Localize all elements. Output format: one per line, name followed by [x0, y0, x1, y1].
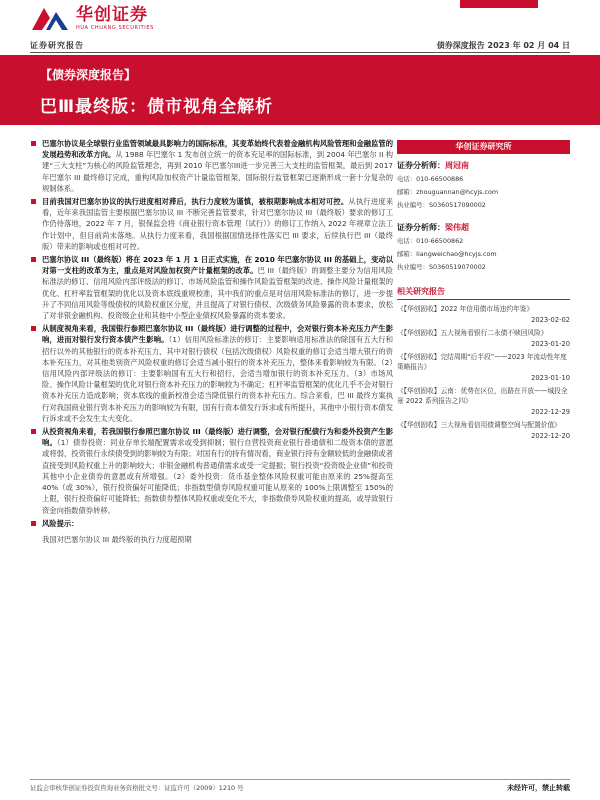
related-report-title[interactable]: 《【华创固收】2022 年信用债市场违约年鉴》: [397, 305, 534, 313]
related-reports-title: 相关研究报告: [397, 286, 570, 300]
related-report-date: 2023-01-20: [531, 340, 570, 348]
paragraph-lead: 从投资视角来看，若我国银行参照巴塞尔协议 III（最终版）进行调整，会对银行配债行为和委外投资产生影响。: [42, 427, 393, 448]
bullet-icon: [31, 199, 36, 204]
analyst-phone: 电话：010-66500886: [397, 175, 464, 183]
document-category: 证券研究报告: [30, 41, 84, 50]
report-type-date: 债券深度报告 2023 年 02 月 04 日: [436, 41, 570, 50]
related-report-item[interactable]: [397, 328, 570, 348]
analyst-card: [397, 160, 570, 210]
bullet-icon: [31, 141, 36, 146]
company-logo: [30, 4, 154, 32]
paragraph-lead: 巴塞尔协议是全球银行业监管领域最具影响力的国际标准，其变革始终代表着金融机构风险管理和金融监管的发展趋势和改革方向。: [42, 139, 393, 160]
header-divider: [30, 52, 570, 53]
summary-paragraph: [30, 138, 393, 194]
bullet-icon: [31, 326, 36, 331]
analyst-email[interactable]: 邮箱：zhouguannan@hcyjs.com: [397, 188, 499, 196]
related-report-date: 2022-12-20: [531, 432, 570, 440]
analyst-cert-number: 执业编号：S0360519070002: [397, 263, 486, 271]
paragraph-body: （1）债券投资：同业存单长端配置需求或受到抑制；银行自营投资商业银行普通债和二级资本债的意愿或将弱，投资银行永续债受到的影响较为有限；对国有行的持有情况看，商业银行持有金额较低的金融债或者直接受到风险权重上升的影响较大；非银金融机构普通债需求或受一定提振；银行投资“投资级企业债”和投资其他中小企业债券的意愿或有所增强。（2）委外投资：货币基金整体风险权重可能由原来的 25%提高至 40%（或 30%），银行投资偏好可能降低；非指数型债券风险权重可能从原来的 100%上限调整至 150%的上限，银行投资偏好可能降低；指数债券整体风险权重或变化不大，非指数债券风险权重的提高，或导致银行资金向指数债券转移。: [42, 438, 394, 515]
paragraph-lead: 从制度视角来看，我国银行参照巴塞尔协议 III（最终版）进行调整的过程中，会对银行资本补充压力产生影响，进而对银行发行资本债产生影响。: [42, 324, 393, 345]
summary-paragraph: [30, 254, 393, 321]
analyst-name: 梁伟超: [445, 223, 469, 232]
risk-label: 风险提示：: [42, 518, 79, 528]
paragraph-body: （1）信用风险标准法的修订：主要影响适用标准法的除国有五大行和招行以外的其他银行的资本补充压力，其中对银行债权（包括次级债权）风险权重的修订会适当增大银行的资本补充压力，对其他类别资产风险权重的修订会适当减小银行的资本补充压力，整体来看影响较为有限。（2）信用风险内部评级法的修订：主要影响国有五大行和招行，会适当增加银行的资本补充压力。（3）市场风险、操作风险计量框架的优化对银行资本补充压力的影响较为不确定；杠杆率监管框架的优化几乎不会对银行资本补充压力造成影响；资本底线的重新校准会适当降低银行的资本补充压力。综合来看，巴 III 最终方案执行对我国商业银行资本补充压力的影响较为有限，国有行资本债发行诉求或有所提升，其他中小银行资本债发行诉求或不会发生太大变化。: [42, 335, 394, 423]
paragraph-body: 巴 III（最终版）的调整主要分为信用风险标准法的修订、信用风险内部评级法的修订、市场风险监管和操作风险监管框架的改进、操作风险计量框架的优化、杠杆率监管框架的优化以及资本底线重规校准，其中我们的重点是对信用风险标准法的修订，进一步提升了不同信用风险等级债权的风险权重区分度，并且提高了对银行债权、次级债务风险暴露的资本要求，放松了对非银金融机构、投资级企业和其他中小型企业债权风险暴露的资本要求。: [42, 266, 393, 321]
paragraph-lead: 巴塞尔协议 III（最终版）将在 2023 年 1 月 1 日正式实施，在 2010 年巴塞尔协议 III 的基础上，变动以对第一支柱的改革为主，重点是对风险加权资产计量框架的改革。: [42, 255, 393, 276]
summary-paragraph: [30, 323, 393, 424]
analyst-role: 证券分析师：: [397, 223, 445, 232]
logo-mark-icon: [30, 4, 70, 32]
related-report-item[interactable]: [397, 420, 570, 440]
paragraph-body: 从执行进度来看，近年来我国监管主要根据巴塞尔协议 III 不断完善监管要求，针对巴塞尔协议 III（最终版）要求的修订工作仍待落地，2022 年 7 月，银保监会将《商业银行资本管理（试行）》的修订工作纳入 2022 年规章立法工作计划中，但目前尚未落地。从执行力度来看，我国根据国情选择性落实巴 III 要求，后续执行巴 III（最终版）带来的影响或也相对可控。: [42, 197, 393, 251]
title-banner: [0, 55, 600, 125]
report-title: 巴Ⅲ最终版：债市视角全解析: [40, 97, 274, 117]
logo-english-name: HUA CHUANG SECURITIES: [76, 25, 154, 31]
risk-text: 我国对巴塞尔协议 III 最终版的执行力度超预期: [42, 534, 192, 544]
sidebar-header: 华创证券研究所: [397, 140, 570, 154]
related-report-title[interactable]: 《【华创固收】完结周期“后半段”——2023 年流动性年度策略报告》: [397, 353, 567, 371]
analyst-name: 周冠南: [445, 161, 469, 170]
analyst-cert-number: 执业编号：S0360517090002: [397, 201, 486, 209]
related-report-date: 2023-02-02: [531, 316, 570, 324]
header-accent-tab: [460, 0, 538, 8]
related-report-item[interactable]: [397, 386, 570, 416]
related-report-date: 2023-01-10: [531, 374, 570, 382]
related-report-title[interactable]: 《【华创固收】三大视角看信用债调整空间与配置价值》: [397, 421, 561, 429]
footer-divider: [30, 779, 570, 780]
bullet-icon: [31, 521, 36, 526]
related-reports: [397, 286, 570, 440]
summary-body: [30, 138, 393, 545]
related-report-title[interactable]: 《【华创固收】云南：优势在区位，出路在开放——城投全景 2022 系列报告之四》: [397, 387, 568, 405]
analyst-phone: 电话：010-66500862: [397, 237, 464, 245]
related-report-date: 2022-12-29: [531, 408, 570, 416]
summary-paragraph: [30, 426, 393, 516]
logo-chinese-name: 华创证券: [76, 5, 148, 25]
summary-paragraph: [30, 196, 393, 252]
risk-section: [30, 518, 393, 529]
related-report-title[interactable]: 《【华创固收】五大视角看银行二永债不赎回风险》: [397, 329, 548, 337]
analyst-card: [397, 222, 570, 272]
paragraph-lead: 目前我国对巴塞尔协议的执行进度相对滞后，执行力度较为谨慎，被根期影响成本相对可控。: [42, 197, 349, 207]
analyst-email[interactable]: 邮箱：liangweichao@hcyjs.com: [397, 250, 497, 258]
related-report-item[interactable]: [397, 304, 570, 324]
paragraph-body: 从 1988 年巴塞尔 1 发布创立统一的资本充足率的国际标准，到 2004 年巴塞尔 II 构建“三大支柱”为核心的风险监管理念，再到 2010 年巴塞尔III进一步完善三大支柱的监管框架，最后到 2017 年巴塞尔 III 最终修订完成，重构风险加权资产计量监管框架，国际银行监管框架已逐渐形成一套十分复杂的规制体系。: [42, 150, 394, 193]
footer-copyright: 未经许可，禁止转载: [507, 784, 570, 792]
related-report-item[interactable]: [397, 352, 570, 382]
sidebar: [397, 140, 570, 440]
footer-license: 证监会审核华创证券投资咨询业务资格批文号：证监许可（2009）1210 号: [30, 784, 244, 792]
report-tag: 【债券深度报告】: [40, 68, 137, 82]
analyst-role: 证券分析师：: [397, 161, 445, 170]
bullet-icon: [31, 257, 36, 262]
bullet-icon: [31, 429, 36, 434]
